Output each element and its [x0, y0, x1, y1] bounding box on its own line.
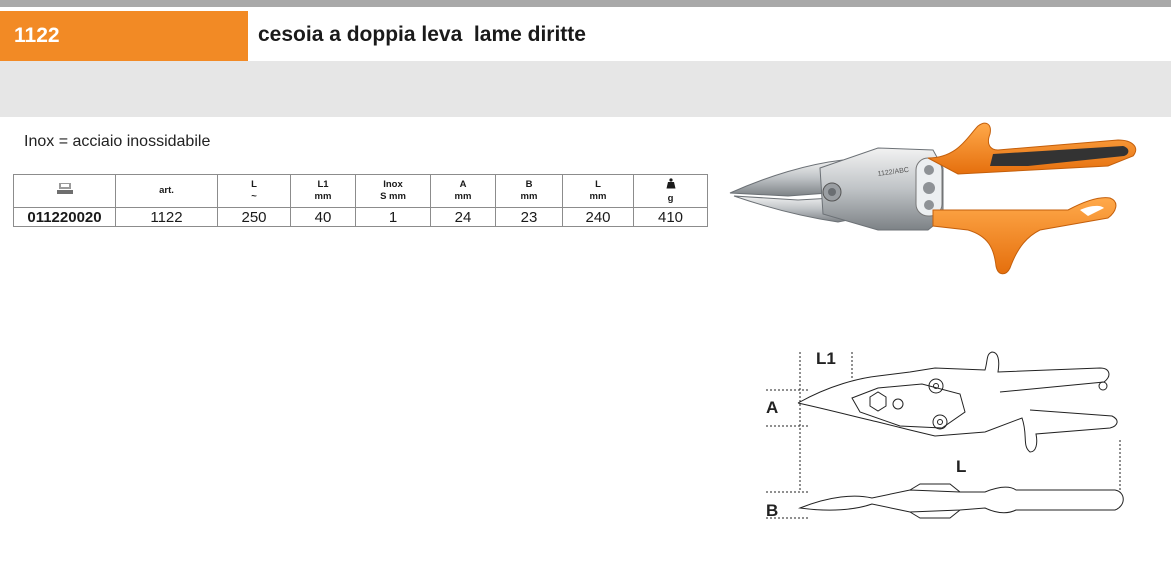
col-header-length: [218, 175, 291, 208]
col-header-l1-unit: mm: [314, 191, 332, 202]
col-header-a: [431, 175, 496, 208]
col-header-art: [116, 175, 218, 208]
col-header-l-unit: mm: [589, 191, 607, 202]
product-title: cesoia a doppia leva lame diritte: [258, 23, 586, 46]
col-header-b-label: B: [525, 179, 533, 190]
dim-label-l: L: [956, 457, 967, 476]
technical-drawing: [760, 340, 1140, 530]
col-header-inox: [356, 175, 431, 208]
dim-label-b: B: [766, 501, 779, 520]
col-header-l1: [291, 175, 356, 208]
product-code-badge: [0, 11, 248, 61]
table-header-row: [14, 175, 708, 208]
top-divider: [0, 0, 1171, 7]
photo-engraving: 1122/ABC: [877, 166, 910, 178]
col-header-inox-label: Inox: [383, 179, 403, 190]
cell-l: 240: [563, 208, 634, 227]
cell-a: 24: [431, 208, 496, 227]
col-header-l-label: L: [595, 179, 601, 190]
cell-art: 1122: [116, 208, 218, 227]
dim-label-a: A: [766, 398, 779, 417]
table-row: [14, 208, 708, 227]
col-header-weight: [634, 175, 708, 208]
package-icon: [56, 182, 74, 196]
material-note: Inox = acciaio inossidabile: [24, 133, 211, 150]
cell-code: 011220020: [14, 208, 116, 227]
col-header-package: [14, 175, 116, 208]
col-header-inox-unit: S mm: [380, 191, 406, 202]
cell-inox: 1: [356, 208, 431, 227]
col-header-b: [496, 175, 563, 208]
col-header-art-unit: art.: [159, 185, 174, 196]
col-header-weight-unit: g: [667, 192, 674, 204]
header-band: [0, 61, 1171, 117]
col-header-l1-label: L1: [317, 179, 329, 190]
spec-table: [13, 174, 708, 227]
weight-icon: [666, 178, 676, 189]
cell-b: 23: [496, 208, 563, 227]
col-header-a-label: A: [459, 179, 467, 190]
col-header-a-unit: mm: [454, 191, 472, 202]
dim-label-l1: L1: [816, 349, 836, 368]
col-header-length-label: L: [251, 179, 257, 190]
col-header-b-unit: mm: [520, 191, 538, 202]
col-header-length-unit: ~: [251, 191, 257, 202]
cell-weight: 410: [634, 208, 708, 227]
cell-l1: 40: [291, 208, 356, 227]
product-code: 1122: [14, 24, 60, 47]
product-photo: [728, 118, 1148, 278]
col-header-l: [563, 175, 634, 208]
cell-length: 250: [218, 208, 291, 227]
